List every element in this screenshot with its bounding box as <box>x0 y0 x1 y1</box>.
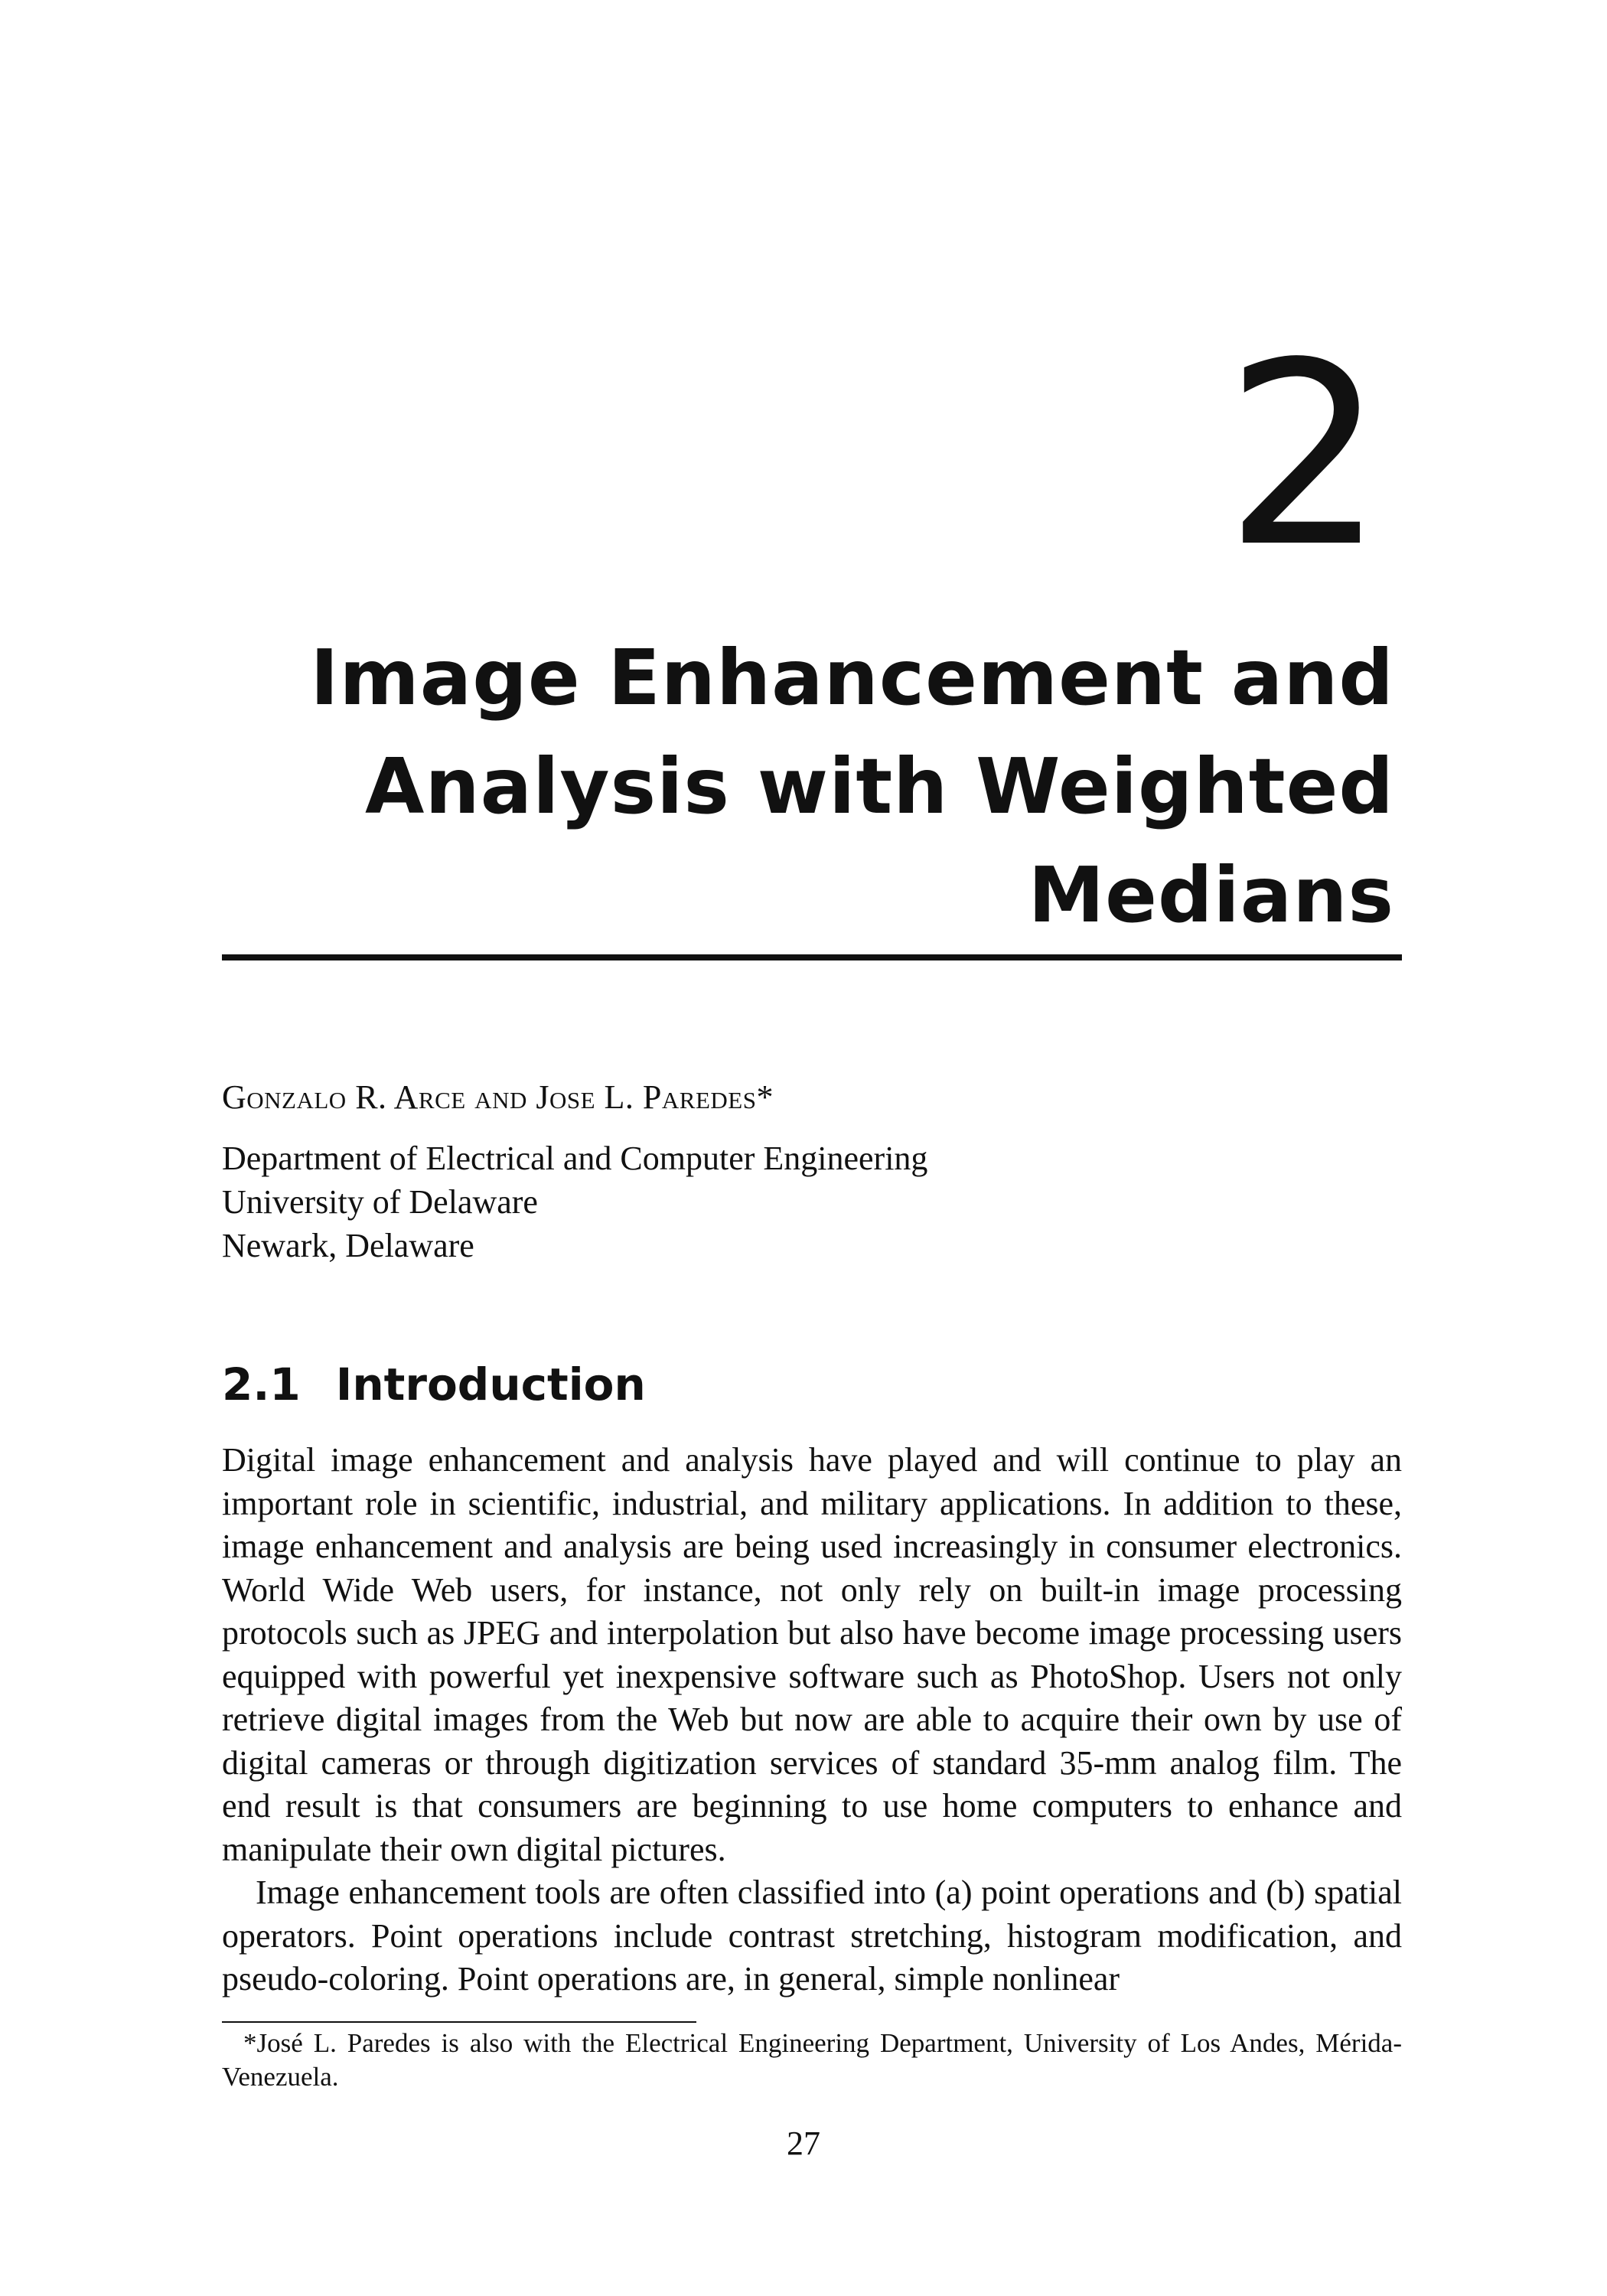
section-heading <box>222 1358 646 1412</box>
affiliation-department: Department of Electrical and Computer Engineering <box>222 1140 928 1177</box>
title-rule <box>222 954 1402 960</box>
affiliation-university: University of Delaware <box>222 1183 538 1221</box>
affiliation-location: Newark, Delaware <box>222 1227 474 1264</box>
paragraph: Image enhancement tools are often classified into (a) point operations and (b) spatial operators. Point operations include contrast stretching, histogram modification, and pseudo-coloring. Point operations are, in general, simple nonlinear <box>222 1874 1402 1998</box>
paragraph: Digital image enhancement and analysis have played and will continue to play an important role in scientific, industrial, and military applications. In addition to these, image enhancement and analysis are being used increasingly in consumer electronics. World Wide Web users, for instance, not only rely on built-in image processing protocols such as JPEG and interpolation but also have become image processing users equipped with powerful yet inexpensive software such as PhotoShop. Users not only retrieve digital images from the Web but now are able to acquire their own by use of digital cameras or through digitization services of standard 35-mm analog film. The end result is that consumers are beginning to use home computers to enhance and manipulate their own digital pictures. <box>222 1441 1402 1868</box>
chapter-title <box>170 624 1394 950</box>
chapter-title-line: Analysis with Weighted <box>365 742 1394 831</box>
footnote-rule <box>222 2021 696 2023</box>
footnote: *José L. Paredes is also with the Electrical Engineering Department, University of Los Andes, Mérida-Venezuela. <box>222 2028 1402 2092</box>
authors: Gonzalo R. Arce and Jose L. Paredes* <box>222 1078 774 1116</box>
chapter-number: 2 <box>1224 308 1379 602</box>
section-number: 2.1 <box>222 1358 301 1411</box>
page-number: 27 <box>787 2125 820 2162</box>
chapter-title-line: Medians <box>1028 850 1394 940</box>
body-text <box>222 1439 1402 2001</box>
section-title: Introduction <box>335 1358 646 1411</box>
chapter-title-line: Image Enhancement and <box>310 633 1394 722</box>
affiliation <box>222 1137 927 1267</box>
